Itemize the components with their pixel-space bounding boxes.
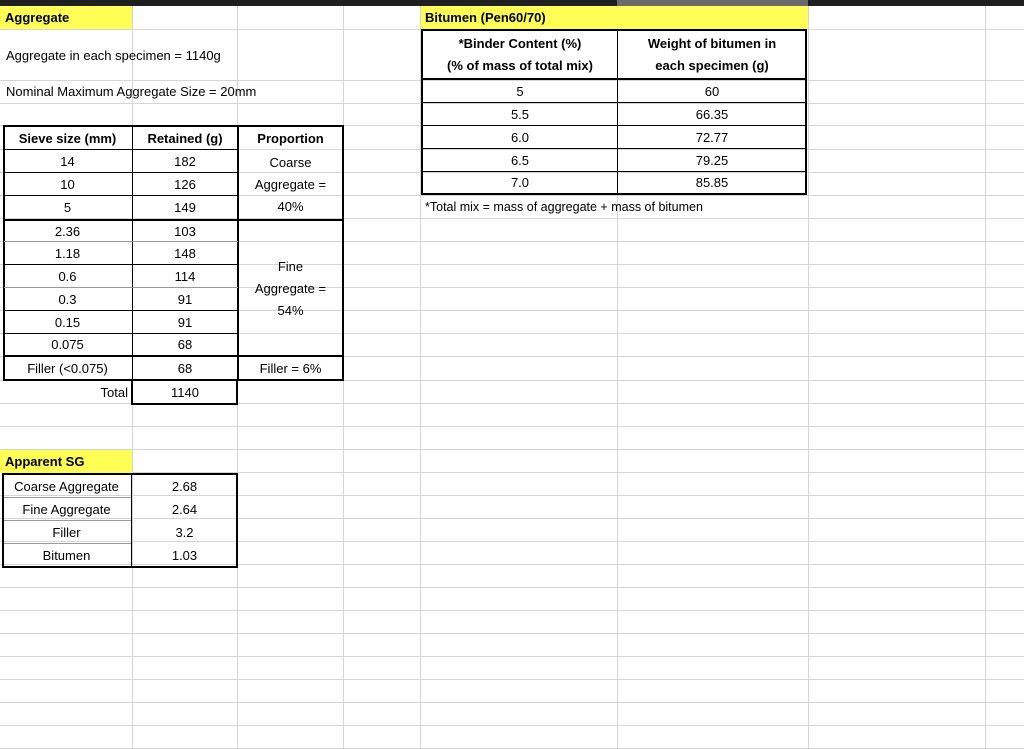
coarse-label: Coarse <box>269 155 312 170</box>
total-label[interactable]: Total <box>100 384 128 400</box>
binder-header-line1: *Binder Content (%) <box>458 36 582 51</box>
gridline <box>0 702 1024 703</box>
retained-cell[interactable]: 91 <box>177 314 193 330</box>
bitumen-title[interactable]: Bitumen (Pen60/70) <box>421 6 808 29</box>
gridline <box>0 449 1024 450</box>
sg-label-cell[interactable]: Filler <box>52 524 81 540</box>
filler-proportion-cell[interactable]: Filler = 6% <box>259 360 322 376</box>
sieve-size-cell[interactable]: 2.36 <box>54 223 81 239</box>
header-bitumen-weight[interactable] <box>618 31 806 78</box>
retained-cell[interactable]: 149 <box>174 200 196 215</box>
weight-cell[interactable]: 60 <box>704 83 720 99</box>
sieve-size-cell[interactable]: Filler (<0.075) <box>27 360 108 376</box>
coarse-proportion-cell[interactable] <box>239 150 342 219</box>
gridline <box>0 633 1024 634</box>
sieve-size-cell[interactable]: 14 <box>60 153 75 169</box>
sg-value-cell[interactable]: 1.03 <box>171 547 198 563</box>
apparent-sg-title[interactable]: Apparent SG <box>0 450 132 473</box>
sg-label-cell[interactable]: Fine Aggregate <box>22 501 111 517</box>
aggregate-title[interactable]: Aggregate <box>0 6 132 29</box>
nmas-note[interactable]: Nominal Maximum Aggregate Size = 20mm <box>6 84 257 99</box>
header-binder-content[interactable] <box>423 31 617 78</box>
sieve-size-cell[interactable]: 1.18 <box>54 245 81 261</box>
weight-cell[interactable]: 79.25 <box>695 152 729 168</box>
sg-value-cell[interactable]: 2.64 <box>171 501 198 517</box>
sieve-size-cell[interactable]: 10 <box>60 176 75 192</box>
binder-cell[interactable]: 5 <box>516 83 524 99</box>
gridline <box>0 610 1024 611</box>
gridline <box>0 587 1024 588</box>
sg-value-cell[interactable]: 3.2 <box>175 524 194 540</box>
gridline <box>0 725 1024 726</box>
gridline <box>0 679 1024 680</box>
sieve-size-cell[interactable]: 0.075 <box>51 337 84 352</box>
binder-cell[interactable]: 6.0 <box>510 129 530 145</box>
sieve-size-cell[interactable]: 0.15 <box>54 314 81 330</box>
retained-cell[interactable]: 114 <box>174 268 196 284</box>
binder-cell[interactable]: 6.5 <box>510 152 530 168</box>
specimen-note[interactable]: Aggregate in each specimen = 1140g <box>6 47 221 63</box>
bitumen-footnote[interactable]: *Total mix = mass of aggregate + mass of bitumen <box>425 200 703 215</box>
fine-percent: 54% <box>277 302 304 318</box>
retained-cell[interactable]: 68 <box>177 360 193 376</box>
weight-header-line1: Weight of bitumen in <box>647 36 777 51</box>
total-value[interactable]: 1140 <box>171 384 199 400</box>
gridline <box>985 6 986 749</box>
sieve-size-cell[interactable]: 5 <box>63 200 72 215</box>
retained-cell[interactable]: 126 <box>174 176 196 192</box>
gridline <box>0 656 1024 657</box>
weight-cell[interactable]: 66.35 <box>695 106 729 122</box>
retained-cell[interactable]: 68 <box>177 337 193 352</box>
retained-cell[interactable]: 182 <box>174 153 196 169</box>
gridline <box>0 426 1024 427</box>
fine-aggregate-label: Aggregate = <box>254 280 327 296</box>
weight-header-line2: each specimen (g) <box>655 58 769 73</box>
header-sieve-size[interactable]: Sieve size (mm) <box>18 130 117 146</box>
column-border <box>131 475 132 566</box>
sg-value-cell[interactable]: 2.68 <box>171 478 198 494</box>
retained-cell[interactable]: 148 <box>174 245 196 261</box>
fine-label: Fine <box>277 258 304 274</box>
header-proportion[interactable]: Proportion <box>257 130 324 146</box>
coarse-aggregate-label: Aggregate = <box>254 177 327 192</box>
fine-proportion-cell[interactable] <box>239 221 342 355</box>
binder-header-line2: (% of mass of total mix) <box>447 58 593 73</box>
header-retained[interactable]: Retained (g) <box>147 130 223 146</box>
retained-cell[interactable]: 103 <box>174 223 196 239</box>
sieve-size-cell[interactable]: 0.3 <box>58 291 77 307</box>
binder-cell[interactable]: 5.5 <box>510 106 530 122</box>
sieve-size-cell[interactable]: 0.6 <box>58 268 77 284</box>
gridline <box>808 6 809 749</box>
sg-label-cell[interactable]: Bitumen <box>42 547 91 563</box>
sg-label-cell[interactable]: Coarse Aggregate <box>14 478 119 494</box>
binder-cell[interactable]: 7.0 <box>510 175 530 190</box>
retained-cell[interactable]: 91 <box>177 291 193 307</box>
weight-cell[interactable]: 85.85 <box>695 175 729 190</box>
coarse-percent: 40% <box>277 199 304 214</box>
weight-cell[interactable]: 72.77 <box>695 129 729 145</box>
